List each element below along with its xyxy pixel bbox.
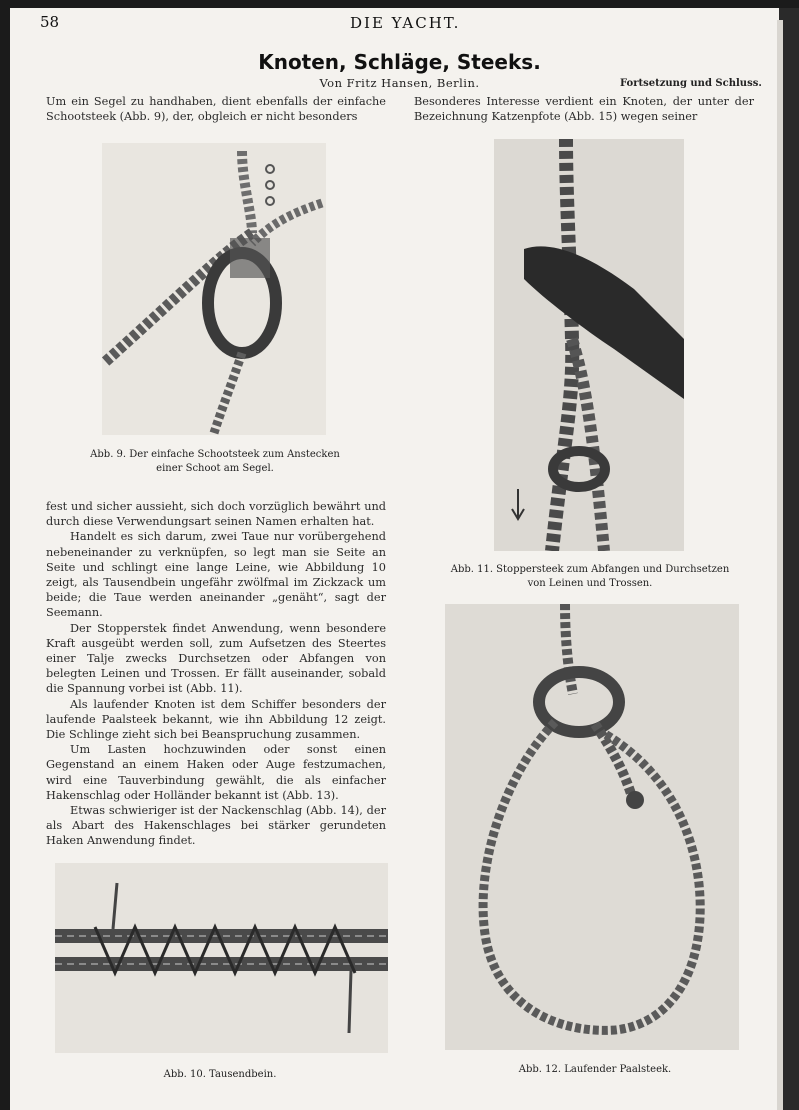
- body-paragraph-3: Der Stopperstek findet Anwendung, wenn besondere Kraft ausgeübt werden soll, zum Aufsetzen des Steertes einer Talje zwecks Durchsetzen oder Abfangen von belegten Leinen und Trossen. Er fällt auseinander, sobald die Spannung vorbei ist (Abb. 11).: [46, 621, 386, 696]
- article-title: Knoten, Schläge, Steeks.: [258, 50, 541, 74]
- caption-figure-9: [70, 448, 360, 476]
- page-edge-strip: [777, 20, 783, 1110]
- intro-paragraph-left: Um ein Segel zu handhaben, dient ebenfalls der einfache Schootsteek (Abb. 9), der, obgleich er nicht besonders: [46, 95, 386, 124]
- caption-figure-9-line-1: Abb. 9. Der einfache Schootsteek zum Anstecken: [90, 449, 340, 460]
- page-number: 58: [40, 13, 60, 31]
- body-paragraph-5: Um Lasten hochzuwinden oder sonst einen Gegenstand an einem Haken oder Auge festzumachen, wird eine Tauverbindung gewählt, die als einfacher Hakenschlag oder Holländer bekannt ist (Abb. 13).: [46, 743, 386, 802]
- body-paragraph-1: fest und sicher aussieht, sich doch vorzüglich bewährt und durch diese Verwendungsart seinen Namen erhalten hat.: [46, 500, 386, 529]
- article-author: Von Fritz Hansen, Berlin.: [319, 76, 480, 90]
- caption-figure-11-line-2: von Leinen und Trossen.: [527, 578, 653, 589]
- body-text: [46, 499, 386, 849]
- figure-11-stoppersteek: [494, 139, 684, 551]
- figure-10-tausendbein: [55, 863, 388, 1053]
- caption-figure-11-line-1: Abb. 11. Stoppersteek zum Abfangen und Durchsetzen: [450, 564, 730, 575]
- caption-figure-10: Abb. 10. Tausendbein.: [163, 1069, 277, 1080]
- caption-figure-11: [440, 563, 740, 591]
- body-paragraph-2: Handelt es sich darum, zwei Taue nur vorübergehend nebeneinander zu verknüpfen, so legt man sie Seite an Seite und schlingt eine lange Leine, wie Abbildung 10 zeigt, als Tausendbein ungefähr zwölfmal im Zickzack um beide; die Taue werden aneinander „genäht“, sagt der Seemann.: [46, 530, 386, 620]
- figure-9-schootsteek: [102, 143, 326, 435]
- body-paragraph-4: Als laufender Knoten ist dem Schiffer besonders der laufende Paalsteek bekannt, wie ihn Abbildung 12 zeigt. Die Schlinge zieht sich bei Beanspruchung zusammen.: [46, 697, 386, 742]
- caption-figure-12: Abb. 12. Laufender Paalsteek.: [518, 1064, 672, 1075]
- intro-paragraph-right: Besonderes Interesse verdient ein Knoten, der unter der Bezeichnung Katzenpfote (Abb. 15) wegen seiner: [414, 95, 754, 124]
- body-paragraph-6: Etwas schwieriger ist der Nackenschlag (Abb. 14), der als Abart des Hakenschlages bei stärker gerundeten Haken Anwendung findet.: [46, 804, 386, 848]
- journal-title: DIE YACHT.: [350, 14, 461, 32]
- figure-12-laufender-paalsteek: [445, 604, 739, 1050]
- caption-figure-9-line-2: einer Schoot am Segel.: [156, 463, 274, 474]
- continuation-note: Fortsetzung und Schluss.: [620, 78, 762, 89]
